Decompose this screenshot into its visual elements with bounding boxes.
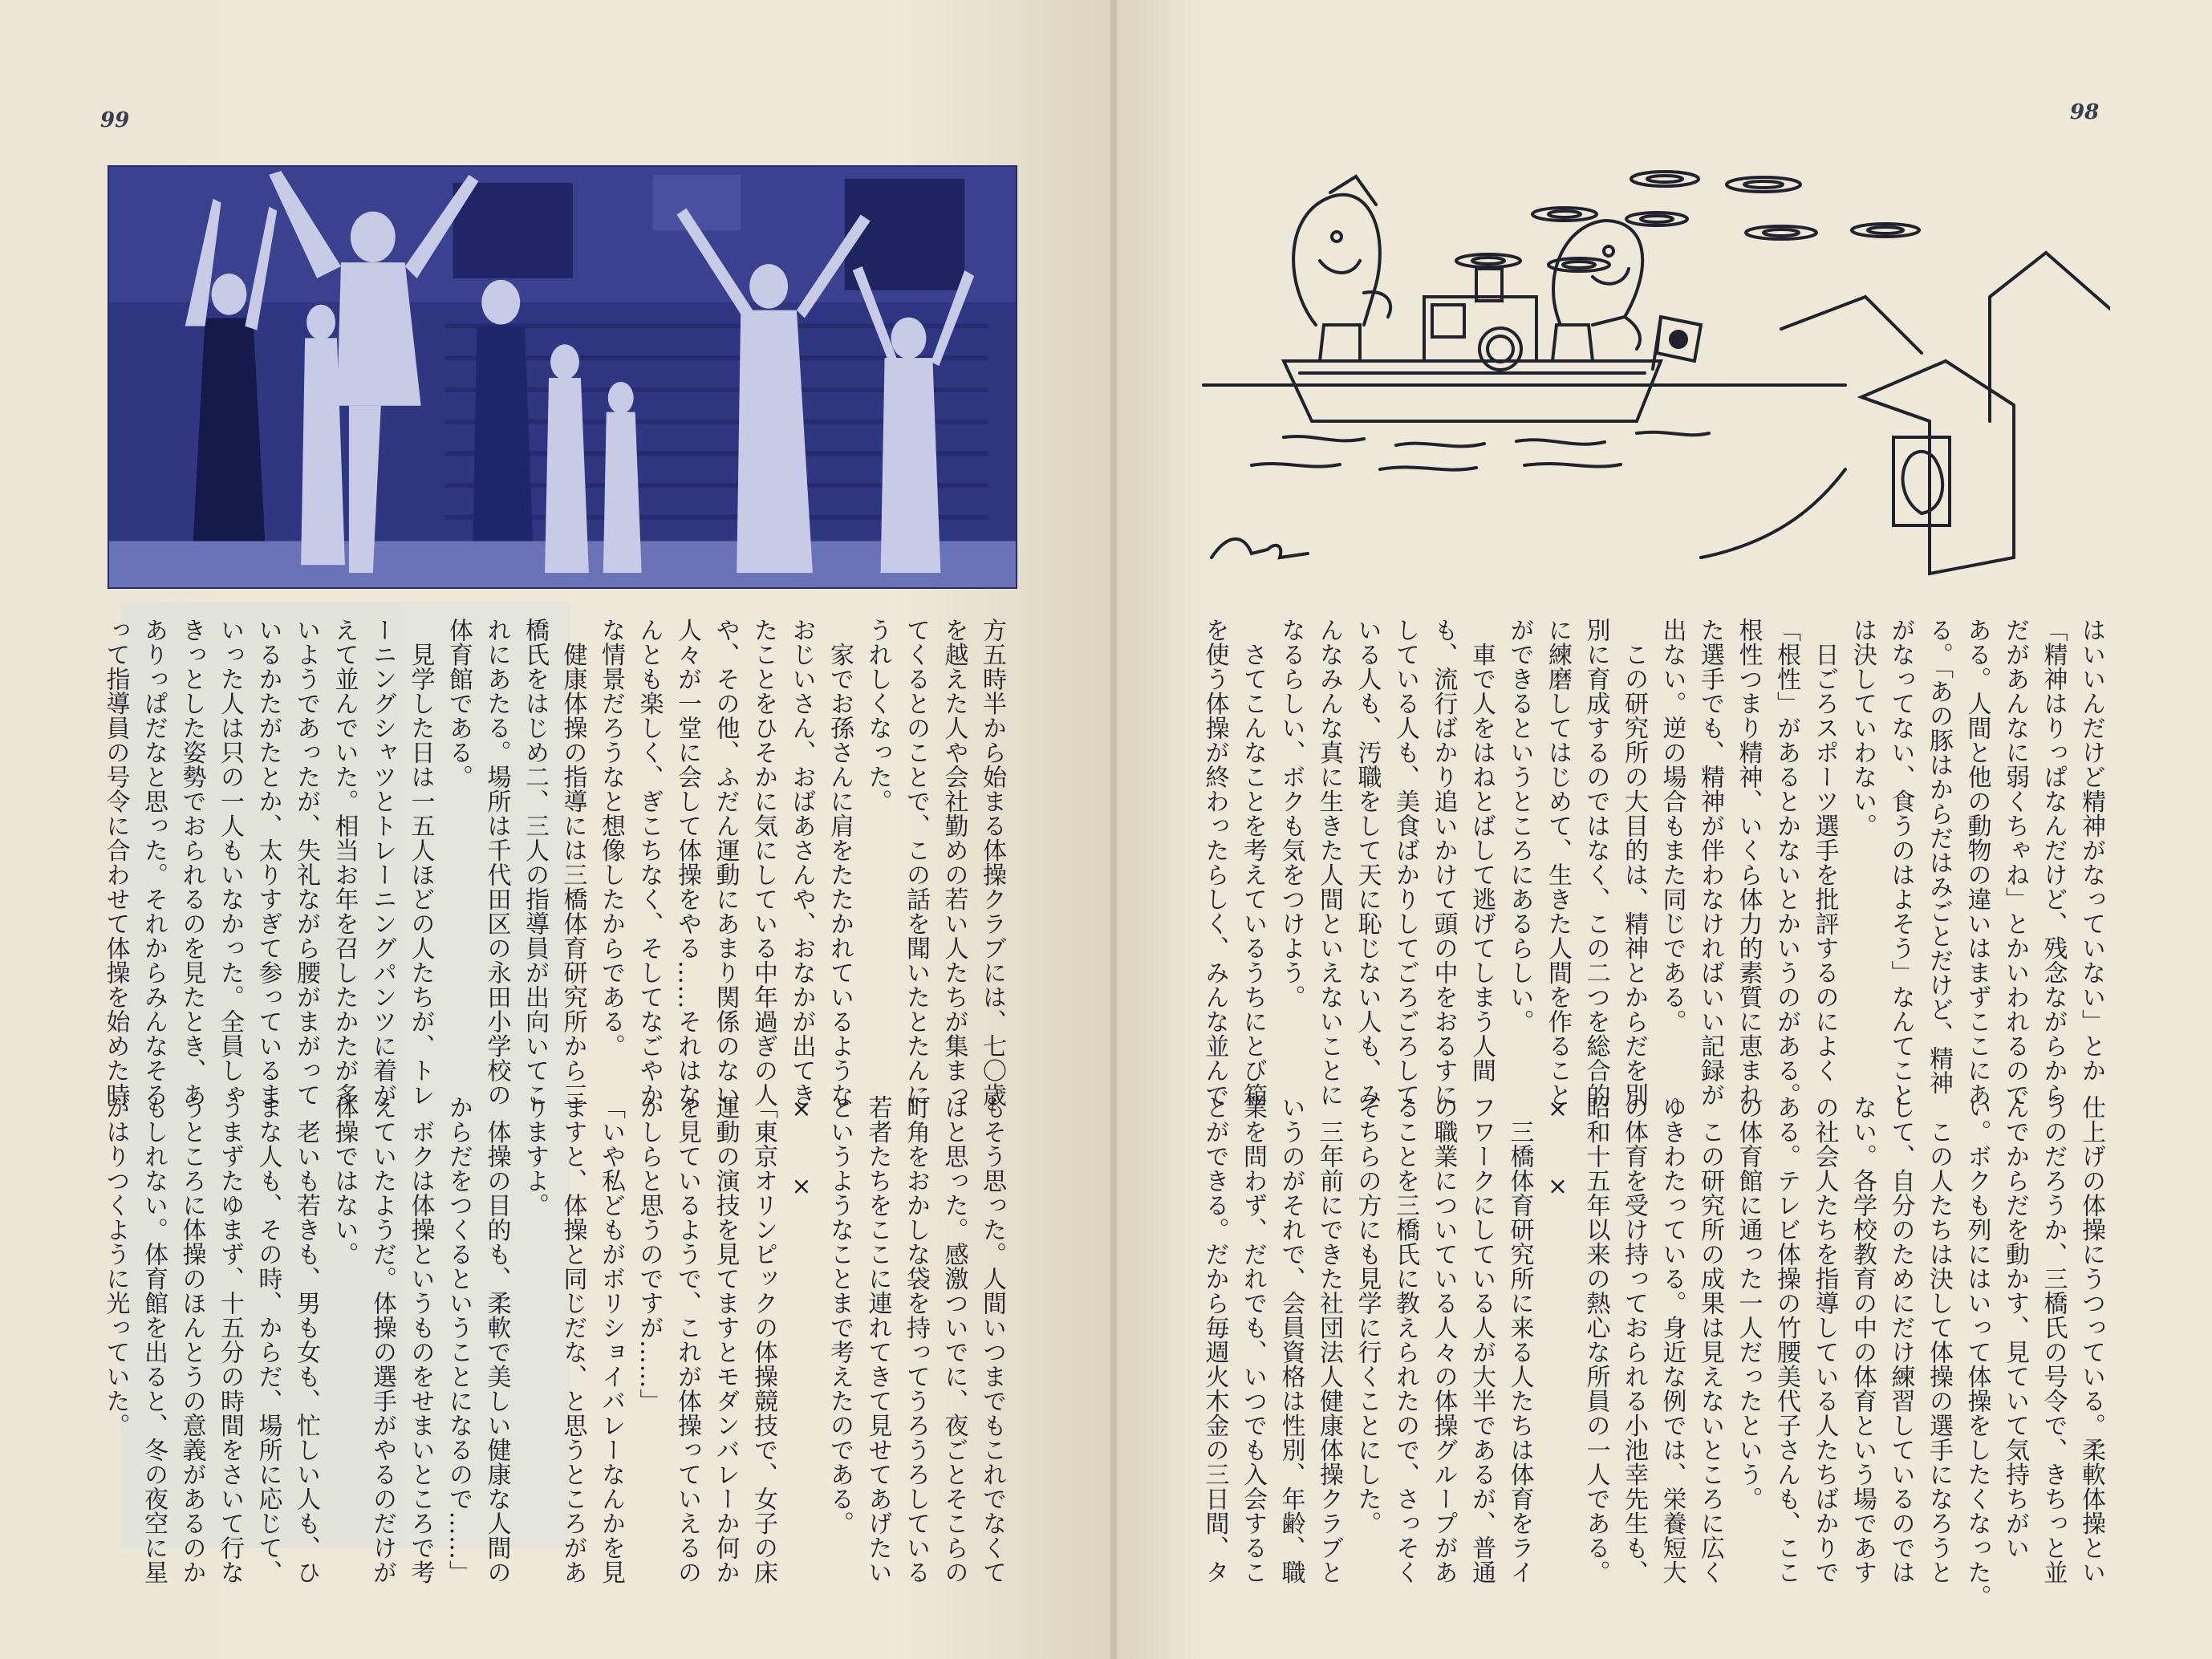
text-line: 別に育成するのではなく、この二つを総合的 (1581, 618, 1610, 1107)
text-line: ますと、体操と同じだな、と思うところがあ (558, 1095, 587, 1584)
text-line: れにあたる。場所は千代田区の永田小学校の (482, 618, 511, 1107)
section-break-marker: × × (787, 1095, 816, 1201)
text-line: 体操ではない。 (330, 1095, 359, 1267)
text-line: 三橋体育研究所に来る人たちは体育をライ (1505, 1095, 1534, 1584)
text-line: 橋氏をはじめ二、三人の指導員が出向いてこ (521, 618, 549, 1107)
text-line: んでからだを動かす、見ていて気持ちがい (2001, 1095, 2029, 1560)
text-line: 見学した日は一五人ほどの人たちが、トレ (406, 618, 435, 1107)
text-line: ある。テレビ体操の竹腰美代子さんも、ここ (1772, 1095, 1800, 1584)
text-line: がはりつくように光っていた。 (101, 1095, 130, 1438)
text-line: というようなことまで考えたのである。 (826, 1095, 854, 1535)
text-line: 家でお孫さんに肩をたたかれているような (826, 618, 854, 1107)
text-line: てくるとのことで、この話を聞いたとたんに (902, 618, 930, 1107)
text-line: に練磨してはじめて、生きた人間を作ること (1544, 618, 1572, 1107)
text-line: 運動の演技を見てますとモダンバレーか何か (711, 1095, 740, 1584)
text-line: まな人も、その時、からだ、場所に応じて、 (254, 1095, 282, 1584)
text-line: 「根性」があるとかないとかいうのがある。 (1772, 618, 1800, 1107)
text-line: 体育館である。 (444, 618, 473, 789)
text-line: 健康体操の指導には三橋体育研究所から三 (558, 618, 587, 1107)
text-line: なるらしい、ボクも気をつけよう。 (1276, 618, 1305, 1009)
text-line: いうのがそれで、会員資格は性別、年齢、職 (1276, 1095, 1305, 1584)
text-line: この研究所の大目的は、精神とからだを別 (1620, 618, 1648, 1107)
text-line: えていたようだ。体操の選手がやるのだけが (368, 1095, 396, 1584)
text-line: いった人は只の一人もいなかった。全員しゃ (216, 618, 244, 1107)
cartoon-illustration (1187, 156, 2110, 590)
text-line: 方五時半から始まる体操クラブには、七〇歳 (978, 618, 1006, 1107)
text-line: な情景だろうなと想像したからである。 (597, 618, 625, 1058)
text-line: の体育館に通った一人だったという。 (1734, 1095, 1763, 1511)
text-line: している人も、美食ばかりしてごろごろして (1391, 618, 1419, 1107)
text-line: おじいさん、おばあさんや、おなかが出てき (787, 618, 816, 1107)
text-line: この研究所の成果は見えないところに広く (1696, 1095, 1724, 1584)
text-line: いる人も、汚職をして天に恥じない人も、み (1353, 618, 1382, 1107)
text-line: 車で人をはねとばして逃げてしまう人間 (1467, 618, 1496, 1083)
text-line: 「いや私どもがボリショイバレーなんかを見 (597, 1095, 625, 1584)
text-line: うのだろうか、三橋氏の号令で、きちっと並 (2039, 1095, 2068, 1584)
text-line: たことをひそかに気にしている中年過ぎの人 (749, 618, 777, 1107)
text-line: んとも楽しく、ぎこちなく、そしてなごやか (635, 618, 664, 1107)
text-line: とができる。だから毎週火木金の三日間、タ (1200, 1095, 1229, 1584)
text-line: も、流行ばかり追いかけて頭の中をおるすに (1429, 618, 1458, 1107)
text-line: の体育を受け持っておられる小池幸先生も、 (1620, 1095, 1648, 1584)
text-line: うまずたゆまず、十五分の時間をさいて行な (216, 1095, 244, 1584)
text-line: りますよ。 (521, 1095, 549, 1218)
text-line: 三年前にできた社団法人健康体操クラブと (1315, 1095, 1343, 1584)
text-line: はいいんだけど精神がなっていない」とか (2077, 618, 2105, 1083)
left-page-text-lower (101, 1095, 1011, 1584)
text-line: がなってない、食うのはよそう」なんてこと (1886, 618, 1915, 1107)
text-line: って指導員の号令に合わせて体操を始めた時 (101, 618, 130, 1107)
text-line: を越えた人や会社勤めの若い人たちが集まっ (940, 618, 968, 1107)
text-line: ありっぱだなと思った。それからみんなそろ (140, 618, 168, 1107)
text-line: もそう思った。人間いつまでもこれでなくて (978, 1095, 1006, 1584)
text-line: フワークにしている人が大半であるが、普通 (1467, 1095, 1496, 1584)
text-line: ーニングシャツとトレーニングパンツに着が (368, 618, 396, 1107)
text-line: うところに体操のほんとうの意義があるのか (177, 1095, 206, 1584)
exercise-class-photo (108, 165, 1017, 589)
page-number-right: 98 (2070, 100, 2100, 124)
text-line: 「精神はりっぱなんだけど、残念ながらから (2039, 618, 2068, 1107)
text-line: い。ボクも列にはいって体操をしたくなった。 (1962, 1095, 1991, 1609)
text-line: んなみんな真に生きた人間といえないことに (1315, 618, 1343, 1107)
page-number-left: 99 (100, 108, 130, 132)
text-line: る。「あの豚はからだはみごとだけど、精神 (1925, 618, 1953, 1095)
text-line: はと思った。感激ついでに、夜ごとそこらの (940, 1095, 968, 1584)
text-line: ることを三橋氏に教えられたので、さっそく (1391, 1095, 1419, 1584)
text-line: もしれない。体育館を出ると、冬の夜空に星 (140, 1095, 168, 1584)
text-line: きっとした姿勢でおられるのを見たとき、あ (177, 618, 206, 1107)
text-line: ある。人間と他の動物の違いはまずここにあ (1962, 618, 1991, 1107)
text-line: 体操の目的も、柔軟で美しい健康な人間の (482, 1095, 511, 1584)
text-line: 出ない。逆の場合もまた同じである。 (1658, 618, 1686, 1034)
text-line: かしらと思うのですが……」 (635, 1095, 664, 1414)
text-line: ない。各学校教育の中の体育という場であす (1849, 1095, 1877, 1584)
text-line: の社会人たちを指導している人たちばかりで (1810, 1095, 1839, 1584)
text-line: ボクは体操というものをせまいところで考 (406, 1095, 435, 1584)
text-line: や、その他、ふだん運動にあまり関係のない (711, 618, 740, 1107)
text-line: だがあんなに弱くちゃね」とかいわれるので (2001, 618, 2029, 1107)
text-line: 昭和十五年以来の熱心な所員の一人である。 (1581, 1095, 1610, 1584)
section-break-marker: × × (1544, 1095, 1572, 1201)
right-page-text-upper (1179, 618, 2110, 1107)
text-line: この人たちは決して体操の選手になろうと (1925, 1095, 1953, 1584)
text-line: 人々が一堂に会して体操をやる……それはな (673, 618, 701, 1107)
text-line: を使う体操が終わったらしく、みんな並んで (1200, 618, 1229, 1107)
text-line: からだをつくるということになるので……」 (444, 1095, 473, 1584)
text-line: えて並んでいた。相当お年を召したかたが多 (330, 618, 359, 1107)
text-line: の職業についている人々の体操グループがあ (1429, 1095, 1458, 1584)
text-line: ができるというところにあるらしい。 (1505, 618, 1534, 1034)
right-page-text-lower (1179, 1095, 2110, 1609)
text-line: いようであったが、失礼ながら腰がまがって (292, 618, 320, 1107)
text-line: 日ごろスポーツ選手を批評するのによく (1810, 618, 1839, 1083)
text-line: は決していわない。 (1849, 618, 1877, 838)
text-line: を見ているようで、これが体操っていえるの (673, 1095, 701, 1584)
text-line: うれしくなった。 (863, 618, 892, 813)
left-page-text-upper (101, 618, 1011, 1107)
text-line: そちらの方にも見学に行くことにした。 (1353, 1095, 1382, 1535)
text-line: いるかたがたとか、太りすぎて参っているま (254, 618, 282, 1107)
text-line: た選手でも、精神が伴わなければいい記録が (1696, 618, 1724, 1107)
text-line: 仕上げの体操にうつっている。柔軟体操とい (2077, 1095, 2105, 1584)
text-line: 町角をおかしな袋を持ってうろうろしている (902, 1095, 930, 1584)
text-line: ゆきわたっている。身近な例では、栄養短大 (1658, 1095, 1686, 1584)
text-line: 業を問わず、だれでも、いつでも入会するこ (1239, 1095, 1267, 1584)
text-line: して、自分のためにだけ練習しているのでは (1886, 1095, 1915, 1584)
text-line: 「東京オリンピックの体操競技で、女子の床 (749, 1095, 777, 1584)
text-line: 根性つまり精神、いくら体力的素質に恵まれ (1734, 618, 1763, 1107)
text-line: 老いも若きも、男も女も、忙しい人も、ひ (292, 1095, 320, 1584)
text-line: さてこんなことを考えているうちにとび箱 (1239, 618, 1267, 1107)
text-line: 若者たちをここに連れてきて見せてあげたい (863, 1095, 892, 1584)
